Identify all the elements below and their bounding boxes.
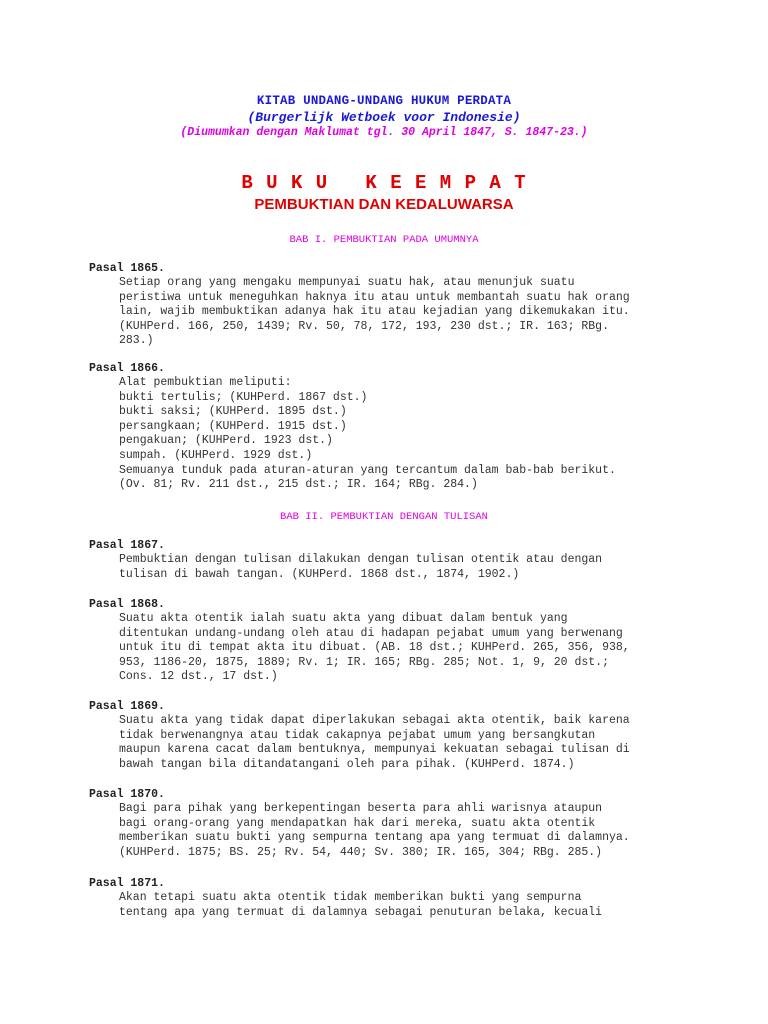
article-1866: [89, 362, 616, 493]
article-title: Pasal 1871.: [89, 877, 165, 890]
article-body: Setiap orang yang mengaku mempunyai suatu hak, atau menunjuk suatu peristiwa untuk meneguhkan haknya itu atau untuk membantah suatu hak orang lain, wajib membuktikan adanya hak itu atau kejadian yang dikemukakan itu. (KUHPerd. 166, 250, 1439; Rv. 50, 78, 172, 193, 230 dst.; IR. 163; RBg. 283.): [119, 276, 630, 348]
document-title: KITAB UNDANG-UNDANG HUKUM PERDATA: [256, 94, 512, 108]
article-title: Pasal 1870.: [89, 788, 165, 801]
article-1870: [89, 788, 630, 860]
document-subtitle: (Burgerlijk Wetboek voor Indonesie): [247, 110, 521, 125]
article-title: Pasal 1868.: [89, 598, 165, 611]
article-1867: [89, 539, 602, 582]
book-subtitle: PEMBUKTIAN DAN KEDALUWARSA: [254, 196, 514, 213]
publication-note: (Diumumkan dengan Maklumat tgl. 30 April 1847, S. 1847-23.): [180, 126, 588, 139]
article-title: Pasal 1865.: [89, 262, 165, 275]
article-title: Pasal 1869.: [89, 700, 165, 713]
article-1865: [89, 262, 630, 349]
book-title: B U K U K E E M P A T: [241, 172, 527, 194]
article-title: Pasal 1866.: [89, 362, 165, 375]
article-body: Akan tetapi suatu akta otentik tidak memberikan bukti yang sempurna tentang apa yang termuat di dalamnya sebagai penuturan belaka, kecuali: [119, 891, 603, 919]
article-body: Suatu akta otentik ialah suatu akta yang dibuat dalam bentuk yang ditentukan undang-undang oleh atau di hadapan pejabat umum yang berwenang untuk itu di tempat akta itu dibuat. (AB. 18 dst.; KUHPerd. 265, 356, 938, 953, 1186-20, 1875, 1889; Rv. 1; IR. 165; RBg. 285; Not. 1, 9, 20 dst.; Cons. 12 dst., 17 dst.): [119, 612, 630, 684]
article-1871: [89, 877, 602, 920]
chapter-heading-2: BAB II. PEMBUKTIAN DENGAN TULISAN: [280, 511, 488, 523]
article-body: Pembuktian dengan tulisan dilakukan dengan tulisan otentik atau dengan tulisan di bawah tangan. (KUHPerd. 1868 dst., 1874, 1902.): [119, 553, 603, 581]
article-body: Bagi para pihak yang berkepentingan beserta para ahli warisnya ataupun bagi orang-orang yang mendapatkan hak dari mereka, suatu akta otentik memberikan suatu bukti yang sempurna tentang apa yang termuat di dalamnya. (KUHPerd. 1875; BS. 25; Rv. 54, 440; Sv. 380; IR. 165, 304; RBg. 285.): [119, 802, 630, 859]
article-1868: [89, 598, 630, 685]
article-body: Alat pembuktian meliputi: bukti tertulis; (KUHPerd. 1867 dst.) bukti saksi; (KUHPerd. 1895 dst.) persangkaan; (KUHPerd. 1915 dst.) pengakuan; (KUHPerd. 1923 dst.) sumpah. (KUHPerd. 1929 dst.) Semuanya tunduk pada aturan-aturan yang tercantum dalam bab-bab berikut. (Ov. 81; Rv. 211 dst., 215 dst.; IR. 164; RBg. 284.): [119, 376, 616, 492]
article-title: Pasal 1867.: [89, 539, 165, 552]
article-1869: [89, 700, 630, 772]
chapter-heading-1: BAB I. PEMBUKTIAN PADA UMUMNYA: [289, 234, 479, 246]
article-body: Suatu akta yang tidak dapat diperlakukan sebagai akta otentik, baik karena tidak berwenangnya atau tidak cakapnya pejabat umum yang bersangkutan maupun karena cacat dalam bentuknya, mempunyai kekuatan sebagai tulisan di bawah tangan bila ditandatangani oleh para pihak. (KUHPerd. 1874.): [119, 714, 630, 771]
